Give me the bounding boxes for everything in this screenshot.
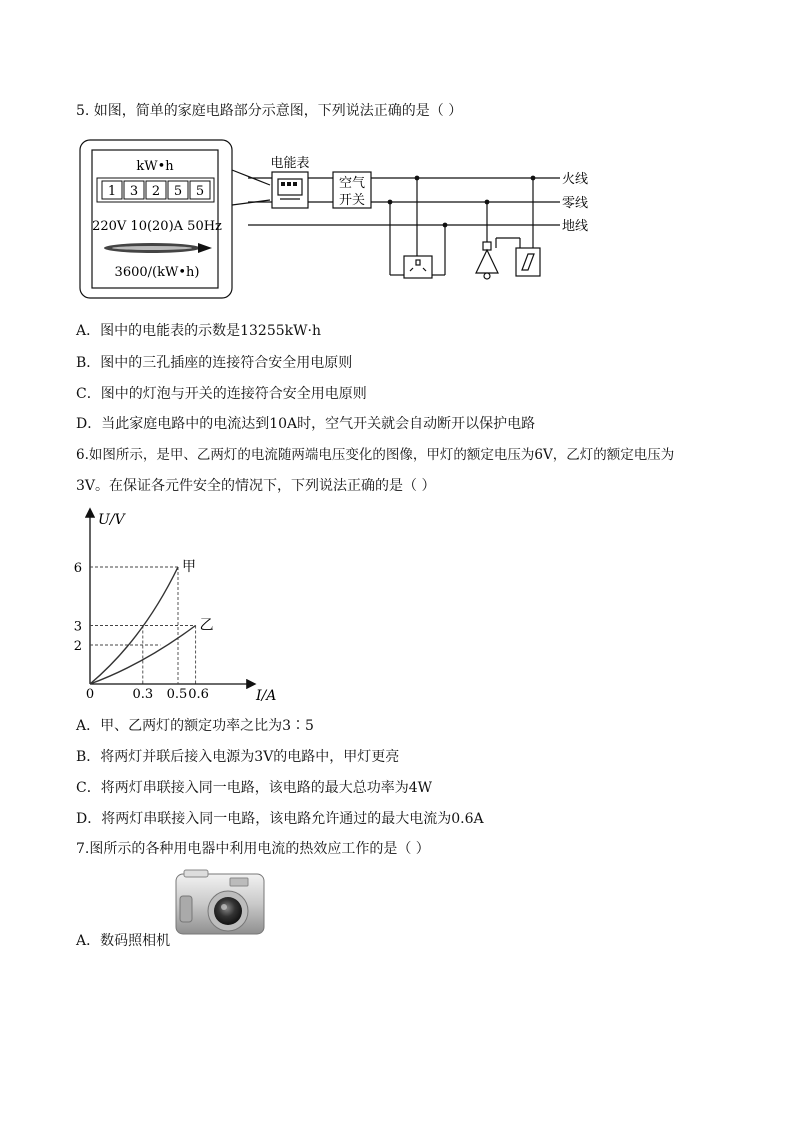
meter-digit-2: 3 — [129, 184, 139, 199]
y-tick-label-0: 2 — [73, 639, 82, 654]
socket-icon — [404, 256, 432, 278]
q5-option-c: C．图中的灯泡与开关的连接符合安全用电原则 — [76, 386, 367, 402]
series-label-jia: 甲 — [182, 559, 196, 575]
q5-circuit-diagram — [0, 130, 794, 320]
wire-label-neutral: 零线 — [562, 196, 589, 211]
series-label-yi: 乙 — [199, 617, 214, 634]
series-line-yi — [90, 626, 196, 685]
y-axis-label: U/V — [98, 512, 125, 528]
breaker-label-2: 开关 — [338, 193, 366, 208]
q5-option-b: B．图中的三孔插座的连接符合安全用电原则 — [76, 355, 353, 371]
switch-icon — [516, 248, 540, 276]
meter-label: 电能表 — [270, 156, 310, 171]
meter-spec: 220V 10(20)A 50Hz — [92, 219, 222, 234]
q6-stem-line-2: 3V。在保证各元件安全的情况下，下列说法正确的是（ ） — [76, 478, 436, 494]
origin-label: 0 — [85, 687, 95, 702]
q6-option-c: C．将两灯串联接入同一电路，该电路的最大总功率为4W — [76, 780, 433, 796]
q5-option-d: D．当此家庭电路中的电流达到10A时，空气开关就会自动断开以保护电路 — [76, 416, 536, 432]
meter-disk-icon — [104, 243, 212, 253]
wire-label-ground: 地线 — [562, 219, 589, 234]
meter-constant: 3600/(kW•h) — [114, 265, 200, 280]
meter-digit-3: 2 — [151, 184, 161, 199]
q6-stem-line-1: 6.如图所示，是甲、乙两灯的电流随两端电压变化的图像，甲灯的额定电压为6V，乙灯的额定电压为 — [76, 447, 675, 463]
meter-digit-4: 5 — [173, 184, 183, 199]
q5-stem: 5. 如图，简单的家庭电路部分示意图，下列说法正确的是（ ） — [76, 103, 463, 119]
q6-option-b: B．将两灯并联后接入电源为3V的电路中，甲灯更亮 — [76, 749, 400, 765]
x-tick-label-1: 0.5 — [166, 687, 188, 702]
q7-stem: 7.图所示的各种用电器中利用电流的热效应工作的是（ ） — [76, 841, 430, 857]
y-tick-label-1: 3 — [73, 619, 82, 635]
lamp-icon — [476, 242, 498, 279]
series-line-jia — [90, 567, 178, 684]
x-tick-label-2: 0.6 — [188, 687, 209, 702]
wire-label-live: 火线 — [562, 172, 589, 187]
q6-option-d: D．将两灯串联接入同一电路，该电路允许通过的最大电流为0.6A — [76, 811, 484, 827]
meter-digit-5: 5 — [195, 184, 205, 199]
q5-option-a: A．图中的电能表的示数是13255kW·h — [76, 323, 321, 339]
q6-option-a: A．甲、乙两灯的额定功率之比为3∶5 — [76, 718, 314, 734]
camera-image — [170, 868, 270, 938]
q7-option-a: A．数码照相机 — [76, 933, 171, 949]
breaker-label-1: 空气 — [338, 176, 366, 191]
meter-box-icon — [272, 172, 308, 208]
meter-digit-1: 1 — [107, 184, 117, 199]
x-axis-label: I/A — [256, 688, 277, 704]
meter-unit: kW•h — [136, 159, 174, 174]
q6-ui-chart — [73, 506, 296, 706]
x-tick-label-0: 0.3 — [132, 687, 154, 702]
y-tick-label-2: 6 — [73, 561, 82, 576]
